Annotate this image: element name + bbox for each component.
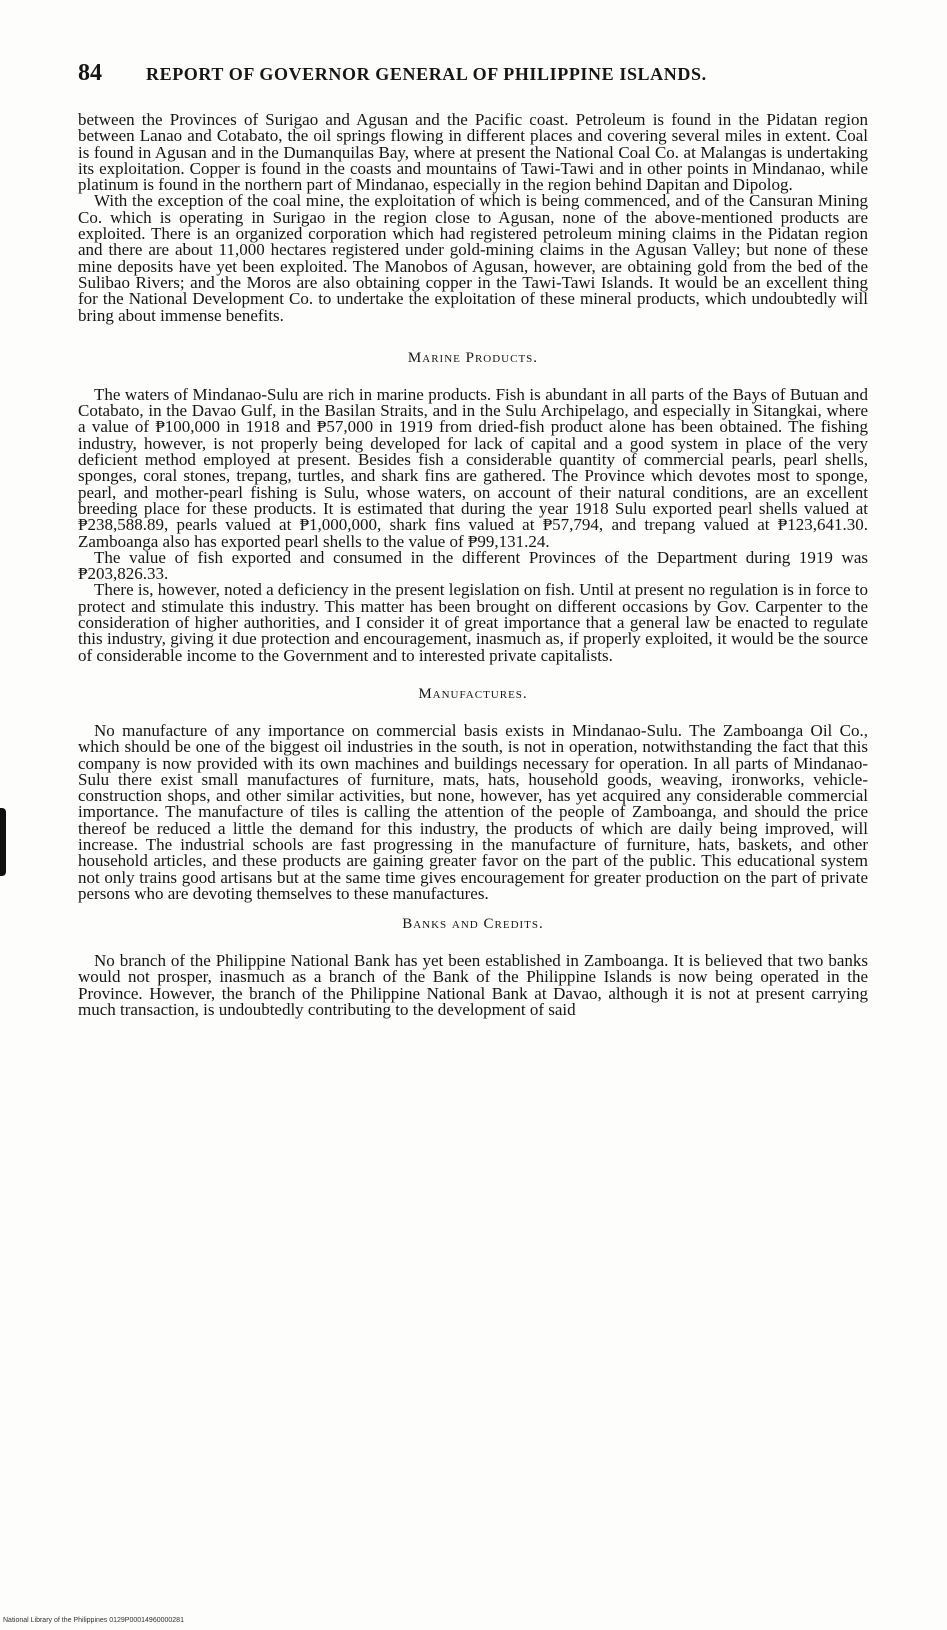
page-number: 84: [78, 60, 102, 86]
paragraph-manufactures: No manufacture of any importance on commercial basis exists in Mindanao-Sulu. The Zamboanga Oil Co., which should be one of the biggest oil industries in the south, is not in operation, notwithstanding the fact that this company is now provided with its own machines and buildings necessary for operation. In all parts of Mindanao-Sulu there exist small manufactures of furniture, mats, hats, household goods, weaving, ironworks, vehicle-construction shops, and other similar activities, but none, however, has yet acquired any considerable commercial importance. The manufacture of tiles is calling the attention of the people of Zamboanga, and should the price thereof be reduced a little the demand for this industry, the products of which are daily being improved, will increase. The industrial schools are fast progressing in the manufacture of furniture, hats, baskets, and other household articles, and these products are gaining greater favor on the part of the public. This educational system not only trains good artisans but at the same time gives encouragement for greater production on the part of private persons who are devoting themselves to these manufactures.: [78, 720, 868, 903]
paragraph-exploitation: With the exception of the coal mine, the exploitation of which is being commenced, and of the Cansuran Mining Co. which is operating in Surigao in the region close to Agusan, none of the above-mentioned products are exploited. There is an organized corporation which had registered petroleum mining claims in the Pidatan region and there are about 11,000 hectares registered under gold-mining claims in the Agusan Valley; but none of these mine deposits have yet been exploited. The Manobos of Agusan, however, are obtaining gold from the bed of the Sulibao Rivers; and the Moros are also obtaining copper in the Tawi-Tawi Islands. It would be an excellent thing for the National Development Co. to undertake the exploitation of these mineral products, which undoubtedly will bring about immense benefits.: [78, 191, 868, 325]
section-heading-marine-products: Marine Products.: [407, 349, 539, 366]
paragraph-banks: No branch of the Philippine National Bank has yet been established in Zamboanga. It is believed that two banks would not prosper, inasmuch as a branch of the Bank of the Philippine Islands is now being operated in the Province. However, the branch of the Philippine National Bank at Davao, although it is not at present carrying much transaction, is undoubtedly contributing to the development of said: [78, 951, 868, 1020]
scan-credit-footer: National Library of the Philippines 0129P00014960000281: [3, 1617, 184, 1624]
page-header: [78, 60, 868, 96]
scan-edge-mark: [0, 808, 6, 876]
paragraph-fish-legislation: There is, however, noted a deficiency in the present legislation on fish. Until at present no regulation is in force to protect and stimulate this industry. This matter has been brought on different occasions by Gov. Carpenter to the consideration of higher authorities, and I consider it of great importance that a general law be enacted to regulate this industry, giving it due protection and encouragement, inasmuch as, if properly exploited, it would be the source of considerable income to the Government and to interested private capitalists.: [78, 580, 869, 665]
paragraph-marine-products: The waters of Mindanao-Sulu are rich in marine products. Fish is abundant in all parts of the Bays of Butuan and Cotabato, in the Davao Gulf, in the Basilan Straits, and in the Sulu Archipelago, and especially in Sitangkai, where a value of ₱100,000 in 1918 and ₱57,000 in 1919 from dried-fish product alone has been obtained. The fishing industry, however, is not properly being developed for lack of capital and a good system in place of the very deficient method employed at present. Besides fish a considerable quantity of commercial pearls, pearl shells, sponges, coral stones, trepang, turtles, and shark fins are gathered. The Province which devotes most to sponge, pearl, and mother-pearl fishing is Sulu, whose waters, on account of their natural conditions, are an excellent breeding place for these products. It is estimated that during the year 1918 Sulu exported pearl shells valued at ₱238,588.89, pearls valued at ₱1,000,000, shark fins valued at ₱57,794, and trepang valued at ₱123,641.30. Zamboanga also has exported pearl shells to the value of ₱99,131.24.: [78, 384, 868, 551]
section-heading-manufactures: Manufactures.: [418, 685, 528, 702]
paragraph-fish-value: The value of fish exported and consumed in the different Provinces of the Department during 1919 was ₱203,826.33.: [78, 547, 868, 584]
paragraph-minerals-cont: between the Provinces of Surigao and Agusan and the Pacific coast. Petroleum is found in the Pidatan region between Lanao and Cotabato, the oil springs flowing in different places and covering several miles in extent. Coal is found in Agusan and in the Dumanquilas Bay, where at present the National Coal Co. at Malangas is undertaking its exploitation. Copper is found in the coasts and mountains of Tawi-Tawi and in other points in Mindanao, while platinum is found in the northern part of Mindanao, especially in the region behind Dapitan and Dipolog.: [78, 110, 868, 195]
page-body: [78, 112, 868, 1018]
section-heading-banks-and-credits: Banks and Credits.: [402, 916, 544, 933]
running-head: REPORT OF GOVERNOR GENERAL OF PHILIPPINE ISLANDS.: [146, 64, 707, 84]
